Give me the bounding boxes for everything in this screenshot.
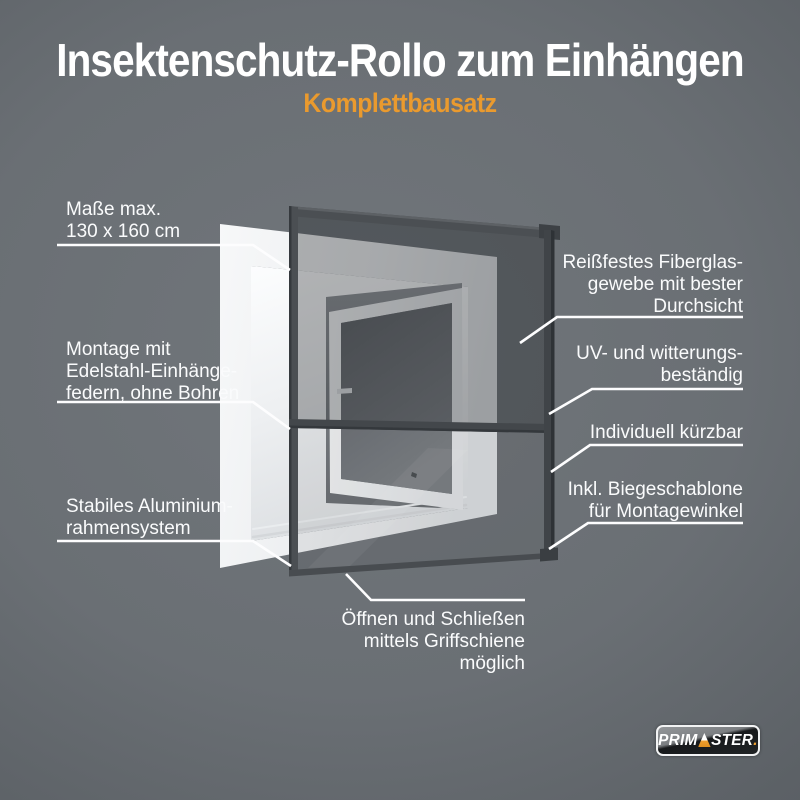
screen-right-rail-side <box>551 230 555 558</box>
logo-letter-a-triangle-icon <box>698 733 710 747</box>
callout-label-max-dimensions <box>66 199 180 243</box>
callout-label-uv-resistant <box>576 343 743 387</box>
callout-line-handle-rail <box>346 574 525 600</box>
callout-text-line: Durchsicht <box>653 296 743 317</box>
callout-text-line: rahmensystem <box>66 518 191 539</box>
page-title: Insektenschutz-Rollo zum Einhängen <box>56 34 744 86</box>
callout-label-bending-template <box>568 479 743 523</box>
callout-text-line: Individuell kürzbar <box>589 422 743 443</box>
screen-mesh-upper <box>294 214 548 425</box>
bottom-end-cap <box>540 548 558 562</box>
callout-text-line: Maße max. <box>66 199 162 220</box>
screen-right-rail <box>544 230 551 558</box>
callout-label-mounting-springs <box>66 339 239 405</box>
logo-text-part2: STER <box>711 731 754 749</box>
callout-text-line: Öffnen und Schließen <box>341 609 525 630</box>
callout-text-line: Reißfestes Fiberglas- <box>562 252 743 273</box>
page-subtitle: Komplettbausatz <box>303 88 497 118</box>
logo-dot: . <box>753 731 758 749</box>
callout-line-bending-template <box>549 523 743 549</box>
logo-text <box>658 733 758 749</box>
callout-label-trimmable <box>590 422 743 444</box>
callout-text-line: beständig <box>660 365 743 386</box>
callout-text-line: Edelstahl-Einhänge- <box>66 361 238 382</box>
callout-text-line: UV- und witterungs- <box>576 343 743 364</box>
insect-screen-frame <box>289 206 560 577</box>
callout-text-line: gewebe mit bester <box>587 274 743 295</box>
primaster-logo <box>656 725 760 756</box>
callout-text-line: möglich <box>459 653 525 674</box>
callout-text-line: mittels Griffschiene <box>363 631 525 652</box>
callout-text-line: Montage mit <box>66 339 171 360</box>
callout-text-line: federn, ohne Bohren <box>66 383 240 404</box>
callout-text-line: Inkl. Biegeschablone <box>567 479 743 500</box>
callout-text-line: Stabiles Aluminium- <box>66 496 233 517</box>
callout-text-line: für Montagewinkel <box>588 501 743 522</box>
callout-label-aluminium-frame <box>66 496 233 540</box>
callout-text-line: 130 x 160 cm <box>66 221 181 242</box>
logo-text-part1: PRIM <box>658 731 698 749</box>
callout-label-handle-rail <box>342 609 525 675</box>
callout-line-uv-resistant <box>549 389 743 414</box>
callout-line-trimmable <box>551 445 743 472</box>
screen-left-rail-shade <box>289 206 292 576</box>
callout-label-fiberglass-mesh <box>562 252 743 318</box>
